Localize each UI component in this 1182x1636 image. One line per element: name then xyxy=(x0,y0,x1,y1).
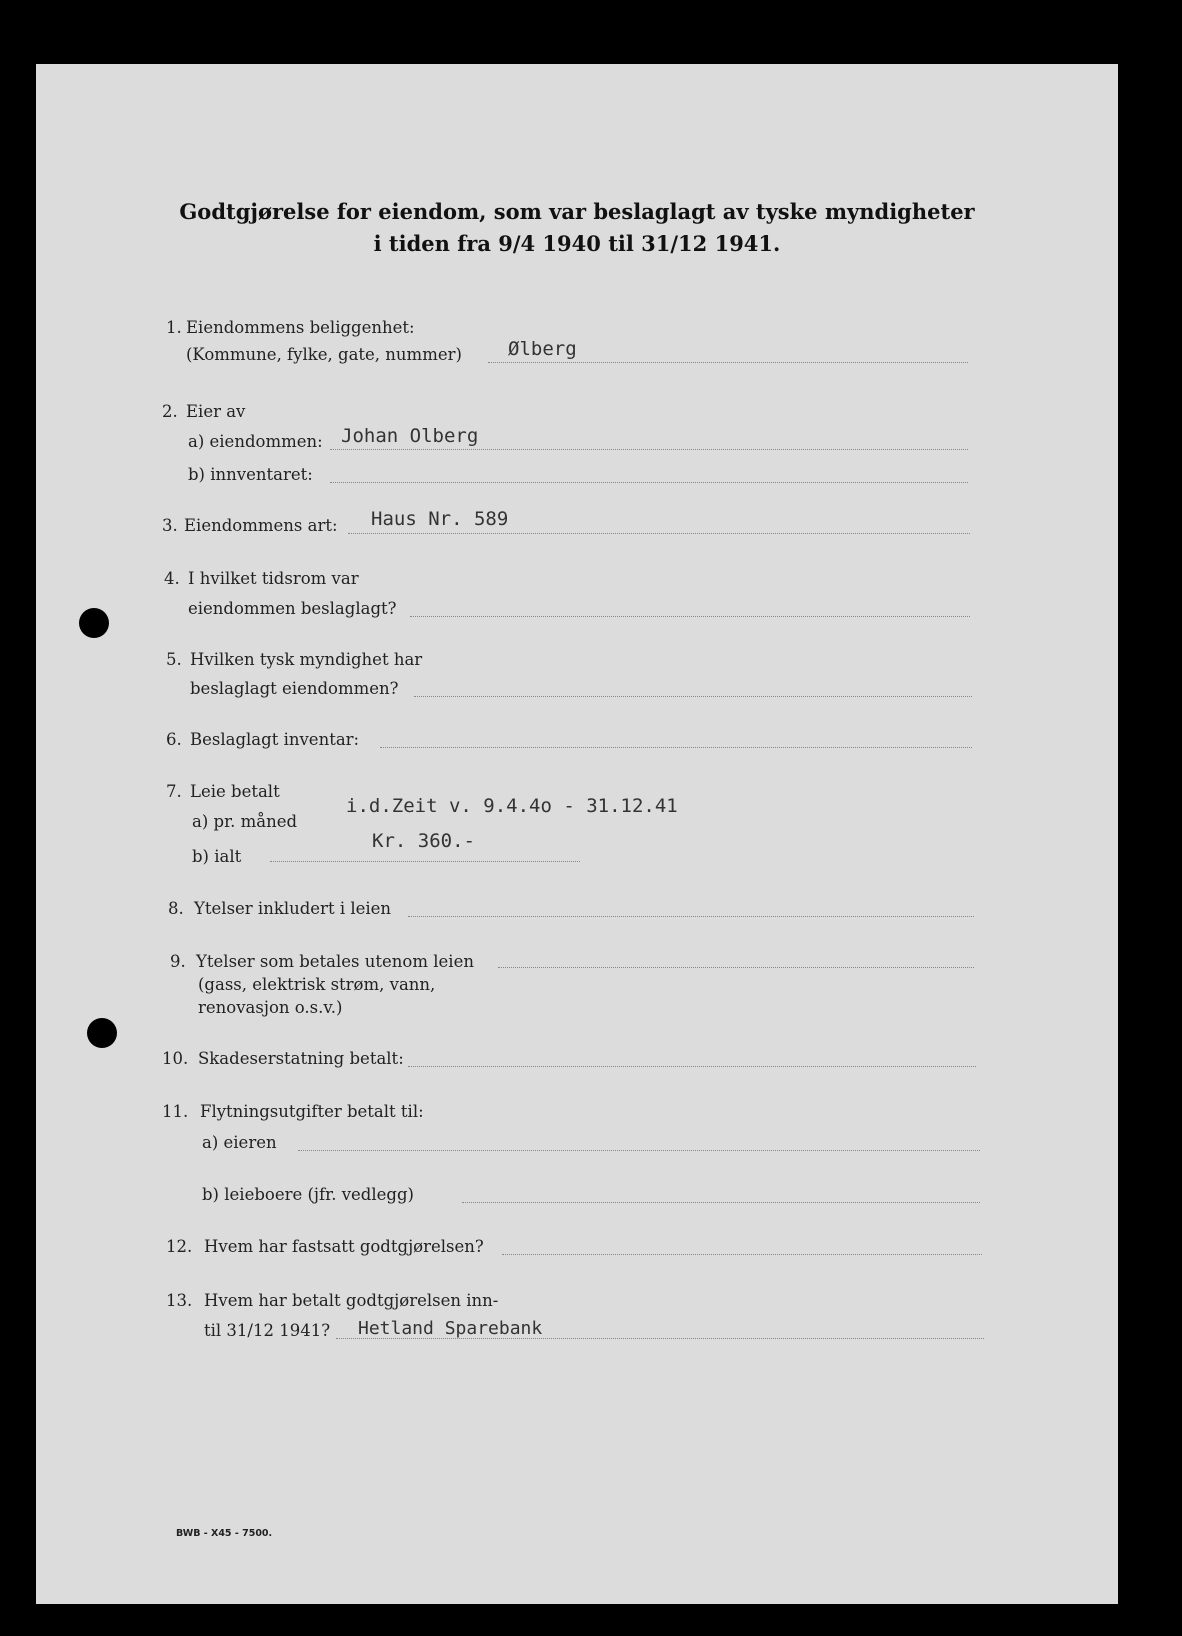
q7b-label: b) ialt xyxy=(192,847,242,866)
q3-number: 3. xyxy=(162,516,178,535)
q7-label: Leie betalt xyxy=(190,782,280,801)
q13-answer-line xyxy=(336,1338,984,1339)
q13-label: Hvem har betalt godtgjørelsen inn- xyxy=(204,1291,499,1310)
punch-hole-bottom xyxy=(87,1018,117,1048)
q9-sublabel-1: (gass, elektrisk strøm, vann, xyxy=(198,975,436,994)
q12-number: 12. xyxy=(166,1237,193,1256)
q10-answer-line xyxy=(408,1066,976,1067)
q1-number: 1. xyxy=(166,318,182,337)
q12-answer-line xyxy=(502,1254,982,1255)
q11b-answer-line xyxy=(462,1202,980,1203)
q2b-label: b) innventaret: xyxy=(188,465,313,484)
q2-number: 2. xyxy=(162,402,178,421)
q9-label: Ytelser som betales utenom leien xyxy=(196,952,474,971)
q10-label: Skadeserstatning betalt: xyxy=(198,1049,404,1068)
q8-number: 8. xyxy=(168,899,184,918)
form-title-line-1: Godtgjørelse for eiendom, som var beslaglagt av tyske myndigheter xyxy=(179,199,975,224)
q3-answer[interactable]: Haus Nr. 589 xyxy=(371,508,509,530)
q4-answer-line xyxy=(410,616,970,617)
q5-label: Hvilken tysk myndighet har xyxy=(190,650,423,669)
q12-label: Hvem har fastsatt godtgjørelsen? xyxy=(204,1237,484,1256)
q1-sublabel: (Kommune, fylke, gate, nummer) xyxy=(186,345,462,364)
q10-number: 10. xyxy=(162,1049,189,1068)
q4-number: 4. xyxy=(164,569,180,588)
q2a-answer[interactable]: Johan Olberg xyxy=(341,425,479,447)
q7-number: 7. xyxy=(166,782,182,801)
punch-hole-top xyxy=(79,608,109,638)
form-footer-code: BWB - X45 - 7500. xyxy=(176,1528,273,1539)
q7a-answer[interactable]: i.d.Zeit v. 9.4.4o - 31.12.41 xyxy=(346,795,678,817)
q4-label: I hvilket tidsrom var xyxy=(188,569,359,588)
q3-answer-line xyxy=(348,533,970,534)
q13-sublabel: til 31/12 1941? xyxy=(204,1321,331,1340)
q2a-answer-line xyxy=(330,449,968,450)
q2-label: Eier av xyxy=(186,402,246,421)
q11-label: Flytningsutgifter betalt til: xyxy=(200,1102,424,1121)
q6-answer-line xyxy=(380,747,972,748)
q7b-answer[interactable]: Kr. 360.- xyxy=(372,830,475,852)
q1-label: Eiendommens beliggenhet: xyxy=(186,318,415,337)
q6-number: 6. xyxy=(166,730,182,749)
q1-answer[interactable]: Ølberg xyxy=(508,338,577,360)
q11a-answer-line xyxy=(298,1150,980,1151)
q2a-label: a) eiendommen: xyxy=(188,432,323,451)
q5-answer-line xyxy=(414,696,972,697)
q11-number: 11. xyxy=(162,1102,189,1121)
q11a-label: a) eieren xyxy=(202,1133,277,1152)
form-page xyxy=(36,64,1118,1604)
q6-label: Beslaglagt inventar: xyxy=(190,730,360,749)
q9-answer-line xyxy=(498,967,974,968)
q3-label: Eiendommens art: xyxy=(184,516,338,535)
q9-number: 9. xyxy=(170,952,186,971)
q1-answer-line xyxy=(488,362,968,363)
q13-answer[interactable]: Hetland Sparebank xyxy=(358,1318,543,1339)
q13-number: 13. xyxy=(166,1291,193,1310)
q9-sublabel-2: renovasjon o.s.v.) xyxy=(198,998,343,1017)
q11b-label: b) leieboere (jfr. vedlegg) xyxy=(202,1185,414,1204)
q4-sublabel: eiendommen beslaglagt? xyxy=(188,599,397,618)
q8-label: Ytelser inkludert i leien xyxy=(194,899,392,918)
q7a-label: a) pr. måned xyxy=(192,812,298,831)
q5-sublabel: beslaglagt eiendommen? xyxy=(190,679,399,698)
q2b-answer-line xyxy=(330,482,968,483)
form-title-line-2: i tiden fra 9/4 1940 til 31/12 1941. xyxy=(373,231,781,256)
q8-answer-line xyxy=(408,916,974,917)
q5-number: 5. xyxy=(166,650,182,669)
q7b-answer-line xyxy=(270,861,580,862)
